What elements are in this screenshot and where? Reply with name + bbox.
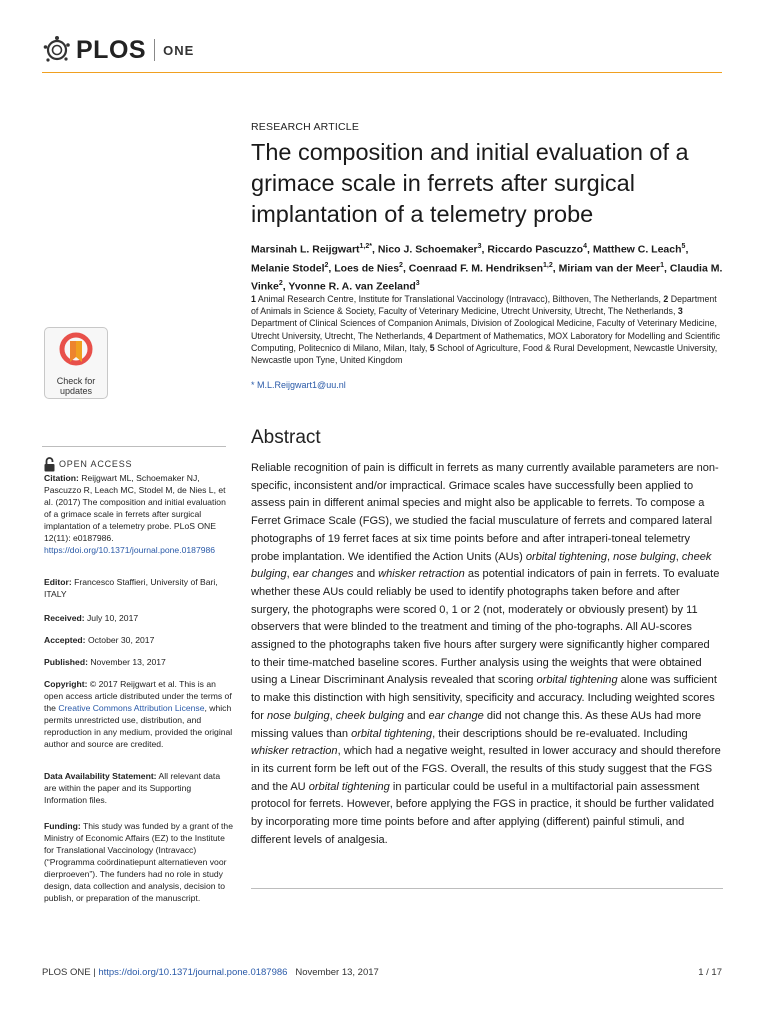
logo-divider [154,39,155,61]
funding-label: Funding: [44,821,81,831]
abstract-text: in particular could be useful in a multifactorial pain assessment protocol for ferrets. However, before applying the FGS in practice, it should be further validated by incorporating more time points before and after applying (different) painful stimuli, and different levels of analgesia. [251,780,714,846]
author-name: Melanie Stodel [251,262,325,274]
copyright-label: Copyright: [44,679,88,689]
footer-doi-link[interactable]: https://doi.org/10.1371/journal.pone.0187986 [98,967,288,978]
abstract-text: , which had a negative weight, resulted in lower accuracy and should therefore in its current form be left out of the FGS. Overall, the results of this study suggest that the FGS and the AU [251,745,721,793]
affiliation-number: 2 [663,294,669,304]
page-footer [42,967,379,978]
citation-label: Citation: [44,473,79,483]
copyright-text-pre: © 2017 Reijgwart et al. This is an open access article distributed under the terms of the [44,679,232,713]
author-affiliation-sup: 3 [415,280,420,287]
abstract-italic-term: nose bulging [266,709,330,722]
author-name: Loes de Nies [334,262,400,274]
affiliation-text: Department of Clinical Sciences of Companion Animals, Division of Zoological Medicine, Faculty of Veterinary Medicine, Utrecht University, Utrecht, The Netherlands, [251,318,717,341]
abstract-italic-term: orbital tightening [525,550,607,563]
citation-block [44,472,234,556]
affiliation-number: 3 [677,306,683,317]
author-name: Marsinah L. Reijgwart [251,243,360,256]
email-mark: * [251,380,255,390]
open-access-text: OPEN ACCESS [59,459,133,469]
article-type: RESEARCH ARTICLE [251,121,360,133]
author-name: Claudia M. Vinke [251,262,723,293]
author-affiliation-sup: 2 [324,261,329,269]
abstract-italic-term: ear change [428,709,484,722]
abstract-italic-term: orbital tightening [351,727,433,740]
data-availability-label: Data Availability Statement: [44,771,157,781]
published-block [44,656,234,668]
footer-date: November 13, 2017 [295,967,379,978]
funding-block [44,820,234,904]
abstract-text: and [353,568,379,581]
affiliation-text: Department of Animals in Science & Society, Faculty of Veterinary Medicine, Utrecht University, Utrecht, The Netherlands, [251,294,717,317]
brand-name: PLOS [76,35,147,64]
published-date: November 13, 2017 [90,657,166,667]
affiliation-text: Department of Mathematics, MOX Laboratory for Modelling and Scientific Computing, Politecnico di Milano, Milan, Italy, [251,330,721,353]
accepted-block [44,634,234,646]
abstract-italic-term: whisker retraction [251,745,338,758]
author-name: Riccardo Pascuzzo [487,243,584,256]
badge-label [45,376,107,396]
abstract-text: alone was sufficient to make this distinction with high sensitivity, specificity and accuracy. Including weighted scores for [251,674,717,722]
article-title: The composition and initial evaluation of a grimace scale in ferrets after surgical implantation of a telemetry probe [251,139,689,227]
affiliations [251,293,723,366]
plos-logo-icon [42,35,72,65]
editor-block [44,576,234,600]
open-lock-icon [44,457,55,472]
abstract-text: as potential indicators of pain in ferrets. To evaluate whether these AUs could reliably be used to identify photographs taken before and after surgery, the photographs were scored 0, 1 or 2 (not, moderately or obviously present) by 11 observers that were blinded to the treatment and timing of the pho-tographs. All AU-scores assigned to the photographs taken five hours after surgery were significantly higher compared to their time-matched baseline scores. Further analysis using the weights that were obtained using a Linear Discriminant Analysis revealed that scoring [251,568,720,687]
funding-text: This study was funded by a grant of the Ministry of Economic Affairs (EZ) to the Institute for Translational Vaccinology (Intravacc) (“Programma coördinatiepunt alternatieven voor dierproeven”). The funders had no role in study design, data collection and analysis, decision to publish, or preparation of the manuscript. [44,821,233,903]
abstract-italic-term: cheek bulging [251,550,712,581]
accepted-date: October 30, 2017 [87,635,155,645]
footer-separator: | [93,967,96,978]
editor-label: Editor: [44,577,72,587]
author-affiliation-sup: 1,2* [359,243,372,250]
abstract-text: , [329,709,336,722]
badge-line-1: Check for [56,376,96,386]
citation-text: Reijgwart ML, Schoemaker NJ, Pascuzzo R, Leach MC, Stodel M, de Nies L, et al. (2017) The composition and initial evaluation of a grimace scale in ferrets after surgical implantation of a telemetry probe. PLoS ONE 12(11): e0187986. [44,473,226,543]
affiliation-number: 4 [427,330,433,341]
affiliation-number: 1 [251,294,256,304]
abstract-italic-term: orbital tightening [308,780,390,793]
affiliation-number: 5 [429,342,435,353]
author-affiliation-sup: 4 [583,243,587,250]
abstract-text: Reliable recognition of pain is difficult in ferrets as many currently available parameters are non-specific, inconsistent and/or impractical. Grimace scales have successfully been applied to assess pain in different animal species and might also be applicable to ferrets. To compose a Ferret Grimace Scale (FGS), we studied the facial musculature of ferrets and compared lateral photographs of 19 ferret faces at six time points before and after intraperi-toneal telemetry probe implantation. We identified the Action Units (AUs) [251,462,719,563]
header-rule [42,72,722,73]
author-list: Marsinah L. Reijgwart$^{1,2*}$, Nico J. Schoemaker$^3$, Riccardo Pascuzzo$^4$, Matthew C. Leach$^5$, Melanie Stodel$^2$, Loes de Nies$^2$, Coenraad F. M. Hendriksen$^{1,2}$, Miriam van der Meer$^1$, Claudia M. Vinke$^2$, Yvonne R. A. van Zeeland$^3$ [251,243,723,293]
citation-doi-link[interactable]: https://doi.org/10.1371/journal.pone.0187986 [44,545,216,555]
bookmark-ring-icon [59,332,93,370]
data-availability-block [44,770,234,806]
author-name: Yvonne R. A. van Zeeland [288,280,416,293]
abstract-rule [251,888,723,889]
published-label: Published: [44,657,88,667]
sidebar-rule [42,446,226,447]
badge-line-2: updates [59,386,93,396]
author-name: Miriam van der Meer [558,262,661,274]
cc-license-link[interactable]: Creative Commons Attribution License [58,703,205,713]
author-affiliation-sup: 2 [278,280,283,287]
affiliation-text: School of Agriculture, Food & Rural Development, Newcastle University, Newcastle upon Tyne, United Kingdom [251,342,718,366]
abstract-italic-term: nose bulging [613,550,676,563]
author-affiliation-sup: 2 [399,261,403,269]
received-label: Received: [44,613,85,623]
received-date: July 10, 2017 [87,613,139,623]
journal-name: ONE [163,42,195,58]
author-name: Nico J. Schoemaker [377,243,478,256]
abstract-text: did not change this. As these AUs had more missing values than [251,709,702,740]
abstract-text: , their descriptions should be re-evaluated. Including [432,727,688,740]
author-affiliation-sup: 1,2 [543,261,553,269]
abstract-italic-term: orbital tightening [536,674,618,687]
author-affiliation-sup: 3 [477,243,482,250]
abstract-italic-term: cheek bulging [335,709,404,722]
open-access-label [44,456,132,472]
abstract-text: and [403,709,429,722]
abstract-italic-term: whisker retraction [378,568,465,581]
corresponding-email[interactable] [251,380,346,390]
copyright-block [44,678,234,750]
abstract-text: , [606,550,614,563]
page-number: 1 / 17 [698,967,722,978]
author-name: Matthew C. Leach [592,243,682,256]
data-availability-text: All relevant data are within the paper and its Supporting Information files. [44,771,221,805]
author-affiliation-sup: 1 [660,261,665,269]
received-block [44,612,234,624]
abstract-text: , [286,568,293,581]
author-name: Coenraad F. M. Hendriksen [408,262,543,274]
abstract-italic-term: ear changes [292,568,354,581]
abstract-text: , [675,550,682,563]
footer-journal: PLOS ONE [42,967,91,978]
check-for-updates-button[interactable] [44,327,108,399]
copyright-text-post: , which permits unrestricted use, distribution, and reproduction in any medium, provided the original author and source are credited. [44,703,233,749]
author-affiliation-sup: 5 [681,243,686,250]
affiliation-text: Animal Research Centre, Institute for Translational Vaccinology (Intravacc), Bilthoven, The Netherlands, [257,294,661,304]
accepted-label: Accepted: [44,635,86,645]
editor-text: Francesco Staffieri, University of Bari, ITALY [44,577,218,599]
abstract-body [251,460,721,849]
email-address[interactable]: M.L.Reijgwart1@uu.nl [257,380,346,390]
plos-logo [42,32,194,68]
abstract-heading: Abstract [251,427,321,448]
